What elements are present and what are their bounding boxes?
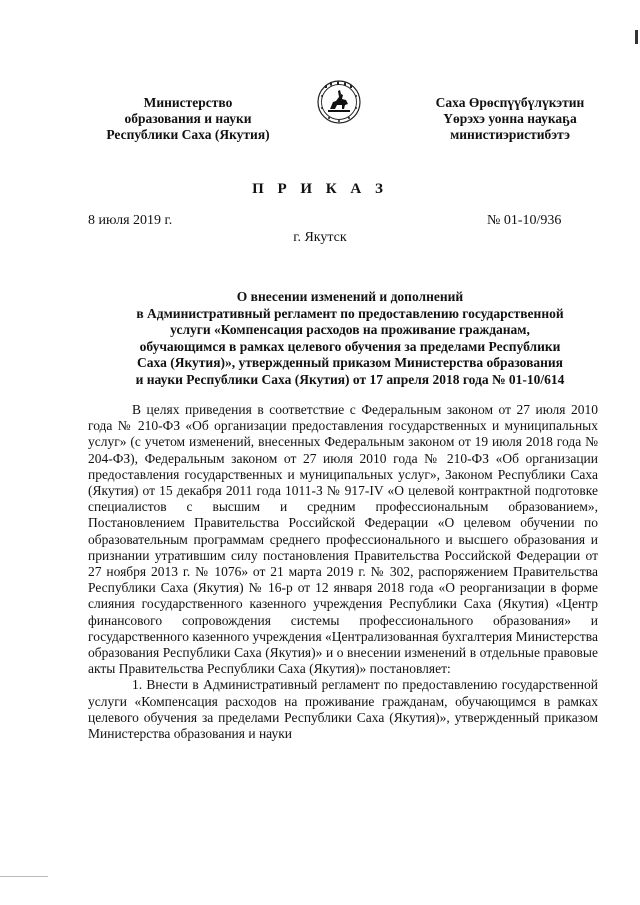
header-right-line: Үөрэхэ уонна наукаҕа xyxy=(443,111,577,126)
title-line: в Административный регламент по предоставлению государственной xyxy=(136,305,564,321)
ministry-name-yakut xyxy=(410,95,610,143)
order-title xyxy=(80,289,620,388)
order-date: 8 июля 2019 г. xyxy=(88,213,173,228)
title-line: Саха (Якутия)», утвержденный приказом Министерства образования xyxy=(137,355,563,370)
order-number: № 01-10/936 xyxy=(487,213,562,228)
preamble-paragraph: В целях приведения в соответствие с Федеральным законом от 27 июля 2010 года № 210-ФЗ «Об организации предоставления государственных и муниципальных услуг» (с учетом изменений, внесенных Федеральным законом от 19 июля 2018 года № 204-ФЗ), Федеральным законом от 27 июля 2010 года № 210-ФЗ «Об организации предоставления государственных и муниципальных услуг», Законом Республики Саха (Якутия) от 15 декабря 2011 года 1011-З № 917-IV «О целевой контрактной подготовке специалистов с высшим и средним профессиональным образованием», Постановлением Правительства Российской Федерации «О целевом обучении по образовательным программам среднего профессионального и высшего образования и признании утратившим силу постановления Правительства Российской Федерации от 27 ноября 2013 г. № 1076» от 21 марта 2019 г. № 302, распоряжением Правительства Республики Саха (Якутия) № 16-р от 12 января 2018 года «О реорганизации в форме слияния государственного казенного учреждения Республики Саха (Якутия) «Центр финансового сопровождения системы профессионального образования» и государственного казенного учреждения «Централизованная бухгалтерия Министерства образования Республики Саха (Якутия)» и о внесении изменений в отдельные правовые акты Правительства Республики Саха (Якутия)» постановляет: xyxy=(88,402,598,677)
coat-of-arms-emblem xyxy=(317,80,361,124)
header-right-line: Саха Өрөспүүбүлүкэтин xyxy=(435,95,585,110)
title-line: и науки Республики Саха (Якутия) от 17 апреля 2018 года № 01-10/614 xyxy=(135,371,565,387)
title-line: обучающимся в рамках целевого обучения за пределами Республики xyxy=(139,338,561,354)
order-body xyxy=(88,402,598,742)
header-left-line: Министерство xyxy=(143,95,233,110)
order-city: г. Якутск xyxy=(293,230,347,245)
header-right-line: министиэристибэтэ xyxy=(450,127,570,142)
edge-scan-mark xyxy=(635,30,638,44)
document-type-heading: П Р И К А З xyxy=(252,181,388,197)
title-line: О внесении изменений и дополнений xyxy=(236,289,464,304)
header-left-line: Республики Саха (Якутия) xyxy=(106,127,270,142)
clause-1-paragraph: 1. Внести в Административный регламент по предоставлению государственной услуги «Компенсация расходов на проживание гражданам, обучающимся в рамках целевого обучения за пределами Республики Саха (Якутия)», утвержденный приказом Министерства образования и науки xyxy=(88,677,598,742)
ministry-name-russian xyxy=(88,95,288,143)
header-left-line: образования и науки xyxy=(124,111,252,126)
title-line: услуги «Компенсация расходов на проживание гражданам, xyxy=(170,322,530,337)
footer-rule xyxy=(0,876,48,877)
